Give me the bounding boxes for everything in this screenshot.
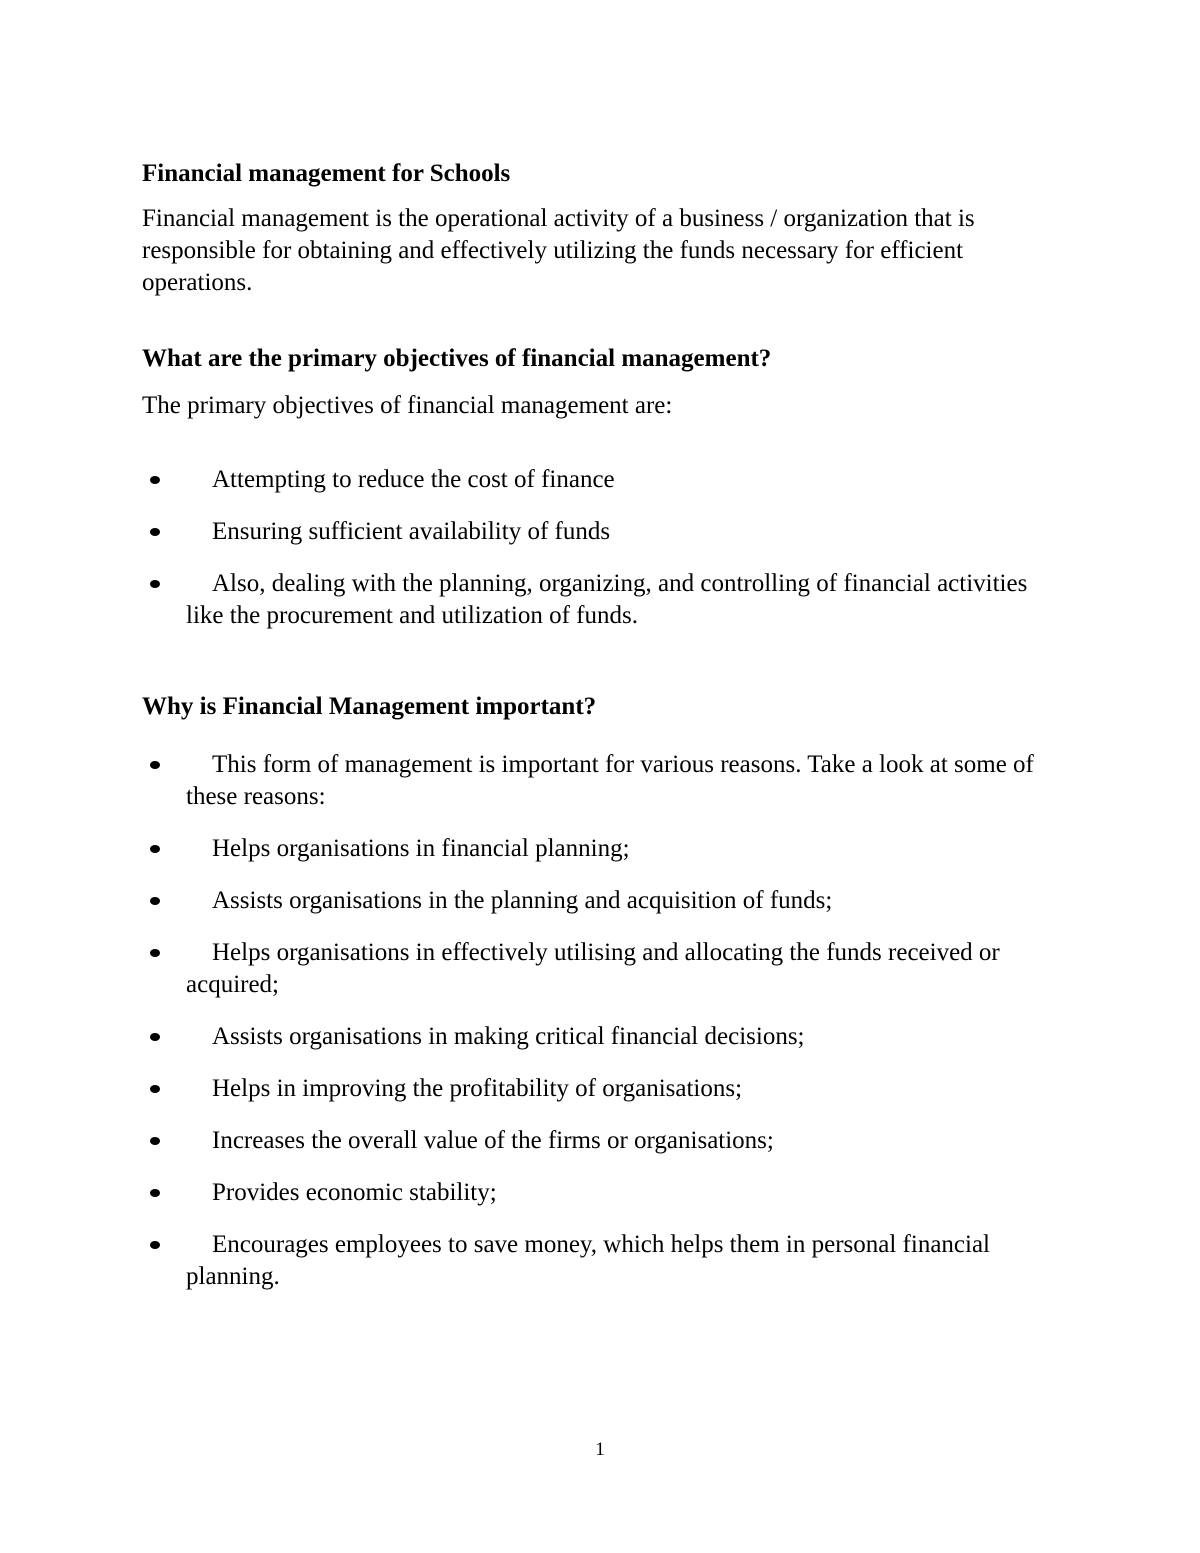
bullet-icon xyxy=(150,1241,160,1249)
bullet-icon xyxy=(150,1033,160,1041)
list-item: Assists organisations in the planning and acquisition of funds; xyxy=(142,885,1052,917)
bullet-icon xyxy=(150,761,160,769)
bullet-icon xyxy=(150,476,160,484)
bullet-icon xyxy=(150,1189,160,1197)
bullet-icon xyxy=(150,845,160,853)
bullet-icon xyxy=(150,1137,160,1145)
list-item: Provides economic stability; xyxy=(142,1177,1052,1209)
list-item: This form of management is important for various reasons. Take a look at some of these reasons: xyxy=(142,749,1052,813)
importance-list xyxy=(142,749,1052,1293)
list-item: Encourages employees to save money, which helps them in personal financial planning. xyxy=(142,1229,1052,1293)
bullet-icon xyxy=(150,897,160,905)
section1-heading: What are the primary objectives of financial management? xyxy=(142,345,772,372)
list-item: Assists organisations in making critical financial decisions; xyxy=(142,1021,1052,1053)
list-item: Also, dealing with the planning, organizing, and controlling of financial activities like the procurement and utilization of funds. xyxy=(142,568,1052,632)
section1-lead: The primary objectives of financial management are: xyxy=(142,392,673,419)
list-item: Ensuring sufficient availability of funds xyxy=(142,516,1052,548)
intro-paragraph: Financial management is the operational activity of a business / organization that is responsible for obtaining and effectively utilizing the funds necessary for efficient operations. xyxy=(142,205,975,296)
list-item: Increases the overall value of the firms or organisations; xyxy=(142,1125,1052,1157)
bullet-icon xyxy=(150,528,160,536)
list-item: Helps organisations in effectively utilising and allocating the funds received or acquired; xyxy=(142,937,1052,1001)
page-number: 1 xyxy=(595,1439,605,1460)
bullet-icon xyxy=(150,1085,160,1093)
list-item: Attempting to reduce the cost of finance xyxy=(142,464,1052,496)
bullet-icon xyxy=(150,580,160,588)
section2-heading: Why is Financial Management important? xyxy=(142,693,597,720)
bullet-icon xyxy=(150,949,160,957)
document-title: Financial management for Schools xyxy=(142,160,511,187)
objectives-list xyxy=(142,464,1052,632)
list-item: Helps organisations in financial planning; xyxy=(142,833,1052,865)
list-item: Helps in improving the profitability of organisations; xyxy=(142,1073,1052,1105)
